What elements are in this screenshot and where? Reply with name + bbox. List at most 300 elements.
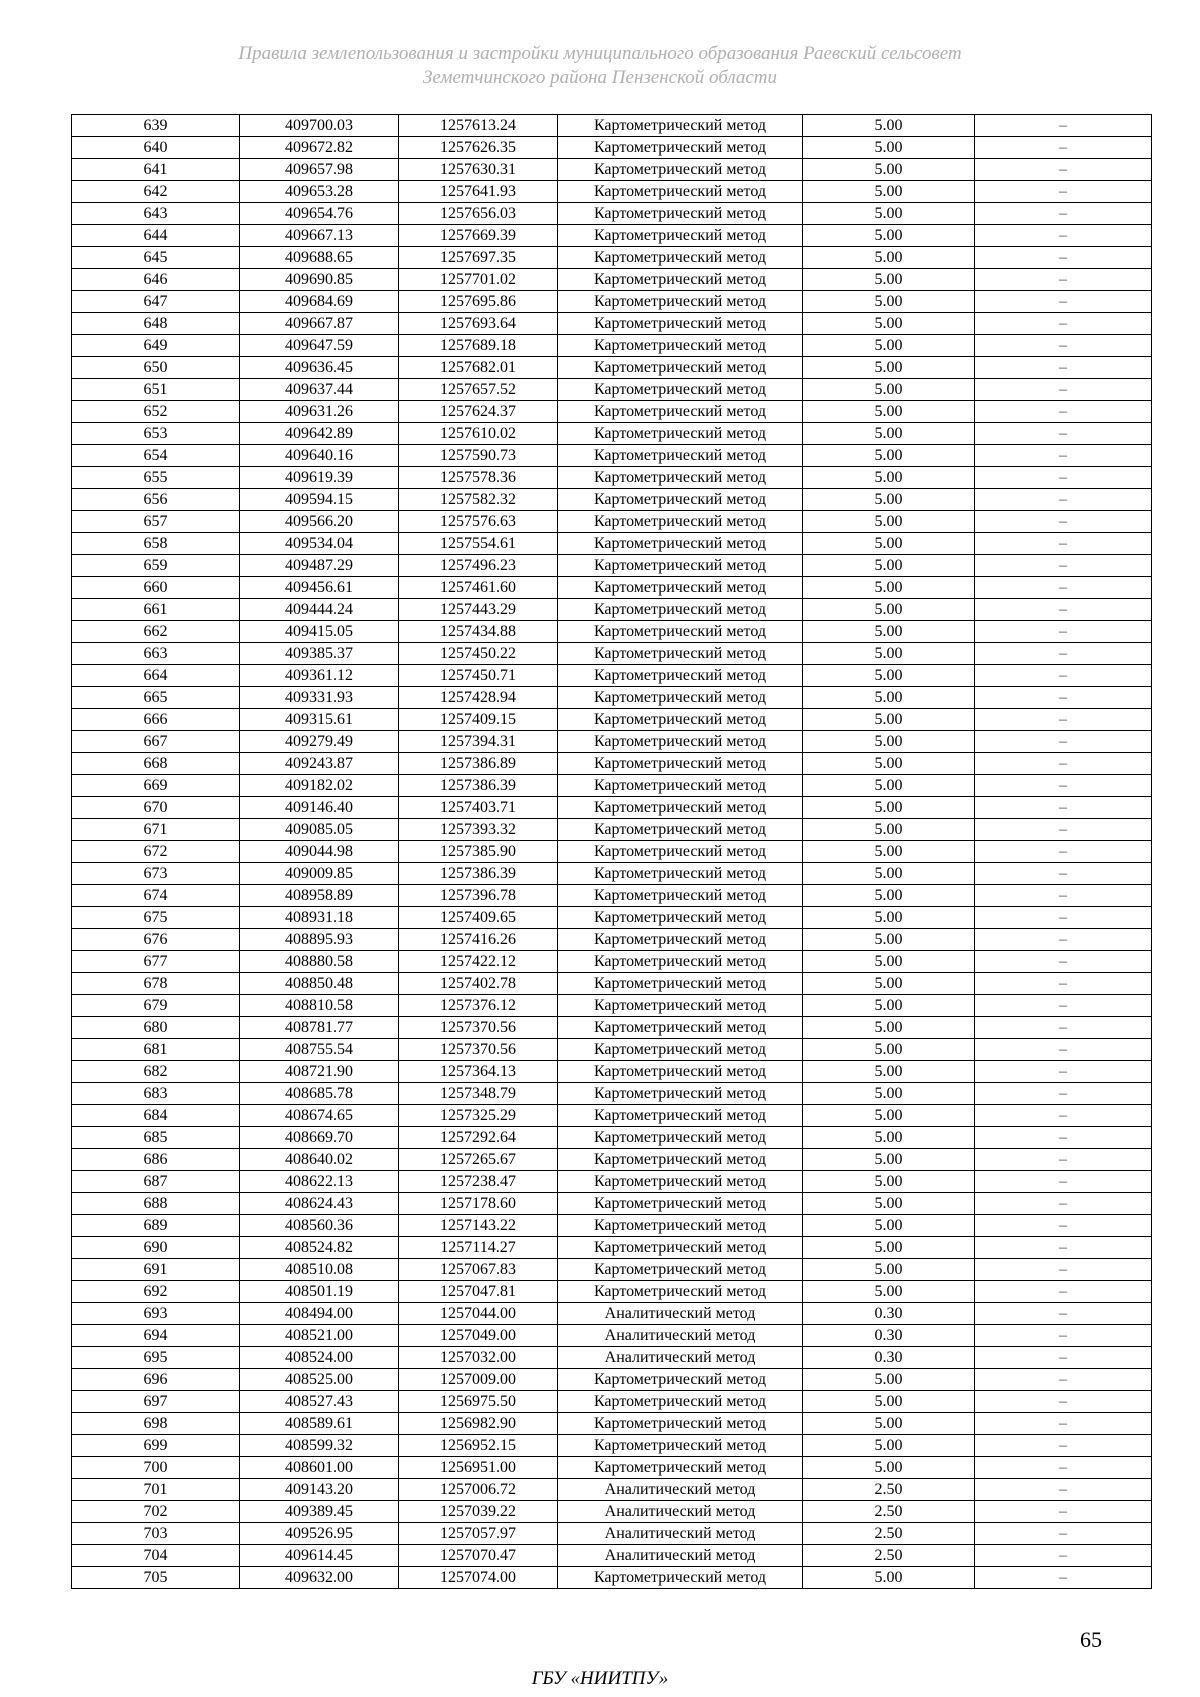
point-number-cell: 676 [72,929,240,951]
accuracy-cell: 5.00 [803,841,975,863]
accuracy-cell: 5.00 [803,1149,975,1171]
table-row [72,1083,1152,1105]
method-cell: Картометрический метод [558,1061,803,1083]
table-row [72,753,1152,775]
method-cell: Картометрический метод [558,137,803,159]
accuracy-cell: 5.00 [803,313,975,335]
table-row [72,1105,1152,1127]
point-number-cell: 670 [72,797,240,819]
method-cell: Картометрический метод [558,115,803,137]
point-number-cell: 700 [72,1457,240,1479]
y-coordinate-cell: 1257626.35 [399,137,558,159]
note-cell: – [975,313,1152,335]
point-number-cell: 680 [72,1017,240,1039]
method-cell: Картометрический метод [558,1017,803,1039]
note-cell: – [975,225,1152,247]
method-cell: Картометрический метод [558,753,803,775]
method-cell: Картометрический метод [558,643,803,665]
x-coordinate-cell: 408674.65 [240,1105,399,1127]
table-row [72,995,1152,1017]
y-coordinate-cell: 1257006.72 [399,1479,558,1501]
table-row [72,1347,1152,1369]
table-row [72,291,1152,313]
x-coordinate-cell: 409672.82 [240,137,399,159]
point-number-cell: 651 [72,379,240,401]
method-cell: Картометрический метод [558,577,803,599]
note-cell: – [975,1259,1152,1281]
point-number-cell: 678 [72,973,240,995]
method-cell: Картометрический метод [558,203,803,225]
y-coordinate-cell: 1257682.01 [399,357,558,379]
accuracy-cell: 5.00 [803,1237,975,1259]
x-coordinate-cell: 409415.05 [240,621,399,643]
table-row [72,203,1152,225]
x-coordinate-cell: 408755.54 [240,1039,399,1061]
y-coordinate-cell: 1257394.31 [399,731,558,753]
table-row [72,1545,1152,1567]
table-row [72,1413,1152,1435]
header-line-2: Земетчинского района Пензенской области [422,67,778,88]
x-coordinate-cell: 409146.40 [240,797,399,819]
note-cell: – [975,1237,1152,1259]
y-coordinate-cell: 1256975.50 [399,1391,558,1413]
accuracy-cell: 5.00 [803,995,975,1017]
table-row [72,1567,1152,1589]
x-coordinate-cell: 409044.98 [240,841,399,863]
method-cell: Картометрический метод [558,687,803,709]
note-cell: – [975,775,1152,797]
table-row [72,181,1152,203]
method-cell: Картометрический метод [558,489,803,511]
method-cell: Картометрический метод [558,709,803,731]
note-cell: – [975,335,1152,357]
accuracy-cell: 5.00 [803,1215,975,1237]
table-row [72,797,1152,819]
method-cell: Картометрический метод [558,225,803,247]
method-cell: Картометрический метод [558,1149,803,1171]
point-number-cell: 702 [72,1501,240,1523]
note-cell: – [975,247,1152,269]
note-cell: – [975,885,1152,907]
note-cell: – [975,1017,1152,1039]
method-cell: Картометрический метод [558,599,803,621]
note-cell: – [975,181,1152,203]
x-coordinate-cell: 409487.29 [240,555,399,577]
accuracy-cell: 5.00 [803,269,975,291]
x-coordinate-cell: 409657.98 [240,159,399,181]
table-row [72,731,1152,753]
point-number-cell: 639 [72,115,240,137]
accuracy-cell: 5.00 [803,1105,975,1127]
point-number-cell: 696 [72,1369,240,1391]
x-coordinate-cell: 409085.05 [240,819,399,841]
method-cell: Картометрический метод [558,797,803,819]
y-coordinate-cell: 1257396.78 [399,885,558,907]
x-coordinate-cell: 408721.90 [240,1061,399,1083]
x-coordinate-cell: 408601.00 [240,1457,399,1479]
method-cell: Картометрический метод [558,1259,803,1281]
table-row [72,1039,1152,1061]
note-cell: – [975,467,1152,489]
accuracy-cell: 5.00 [803,1413,975,1435]
table-row [72,357,1152,379]
x-coordinate-cell: 408685.78 [240,1083,399,1105]
y-coordinate-cell: 1257067.83 [399,1259,558,1281]
table-row [72,621,1152,643]
y-coordinate-cell: 1257364.13 [399,1061,558,1083]
method-cell: Картометрический метод [558,269,803,291]
note-cell: – [975,115,1152,137]
table-row [72,1237,1152,1259]
accuracy-cell: 2.50 [803,1523,975,1545]
method-cell: Аналитический метод [558,1325,803,1347]
method-cell: Картометрический метод [558,775,803,797]
accuracy-cell: 5.00 [803,951,975,973]
note-cell: – [975,753,1152,775]
table-row [72,1215,1152,1237]
point-number-cell: 705 [72,1567,240,1589]
point-number-cell: 666 [72,709,240,731]
page-number: 65 [1080,1627,1102,1652]
accuracy-cell: 0.30 [803,1325,975,1347]
note-cell: – [975,995,1152,1017]
y-coordinate-cell: 1257422.12 [399,951,558,973]
table-row [72,819,1152,841]
accuracy-cell: 0.30 [803,1303,975,1325]
note-cell: – [975,1039,1152,1061]
method-cell: Картометрический метод [558,445,803,467]
x-coordinate-cell: 409361.12 [240,665,399,687]
accuracy-cell: 5.00 [803,1281,975,1303]
y-coordinate-cell: 1257039.22 [399,1501,558,1523]
point-number-cell: 698 [72,1413,240,1435]
table-row [72,1325,1152,1347]
accuracy-cell: 5.00 [803,401,975,423]
note-cell: – [975,489,1152,511]
accuracy-cell: 5.00 [803,1127,975,1149]
accuracy-cell: 5.00 [803,423,975,445]
x-coordinate-cell: 409654.76 [240,203,399,225]
x-coordinate-cell: 409667.87 [240,313,399,335]
coordinates-table-body [72,115,1152,1589]
x-coordinate-cell: 409688.65 [240,247,399,269]
table-row [72,1281,1152,1303]
accuracy-cell: 5.00 [803,1171,975,1193]
y-coordinate-cell: 1257582.32 [399,489,558,511]
table-row [72,775,1152,797]
point-number-cell: 703 [72,1523,240,1545]
accuracy-cell: 5.00 [803,225,975,247]
point-number-cell: 675 [72,907,240,929]
note-cell: – [975,1105,1152,1127]
table-row [72,577,1152,599]
note-cell: – [975,1083,1152,1105]
table-row [72,225,1152,247]
method-cell: Картометрический метод [558,819,803,841]
accuracy-cell: 5.00 [803,445,975,467]
table-row [72,1369,1152,1391]
y-coordinate-cell: 1257292.64 [399,1127,558,1149]
point-number-cell: 657 [72,511,240,533]
note-cell: – [975,1061,1152,1083]
accuracy-cell: 5.00 [803,247,975,269]
y-coordinate-cell: 1257348.79 [399,1083,558,1105]
method-cell: Картометрический метод [558,665,803,687]
note-cell: – [975,401,1152,423]
table-row [72,313,1152,335]
accuracy-cell: 5.00 [803,181,975,203]
table-row [72,445,1152,467]
x-coordinate-cell: 408527.43 [240,1391,399,1413]
header-line-1: Правила землепользования и застройки муниципального образования Раевский сельсовет [238,43,962,64]
x-coordinate-cell: 409667.13 [240,225,399,247]
note-cell: – [975,907,1152,929]
x-coordinate-cell: 409331.93 [240,687,399,709]
method-cell: Картометрический метод [558,951,803,973]
method-cell: Картометрический метод [558,555,803,577]
table-row [72,115,1152,137]
note-cell: – [975,291,1152,313]
method-cell: Картометрический метод [558,291,803,313]
x-coordinate-cell: 408521.00 [240,1325,399,1347]
table-row [72,1127,1152,1149]
accuracy-cell: 2.50 [803,1545,975,1567]
x-coordinate-cell: 409642.89 [240,423,399,445]
y-coordinate-cell: 1257325.29 [399,1105,558,1127]
point-number-cell: 641 [72,159,240,181]
accuracy-cell: 5.00 [803,335,975,357]
table-row [72,1501,1152,1523]
point-number-cell: 687 [72,1171,240,1193]
table-row [72,137,1152,159]
note-cell: – [975,1127,1152,1149]
y-coordinate-cell: 1257630.31 [399,159,558,181]
method-cell: Картометрический метод [558,731,803,753]
x-coordinate-cell: 408524.82 [240,1237,399,1259]
y-coordinate-cell: 1257044.00 [399,1303,558,1325]
x-coordinate-cell: 409619.39 [240,467,399,489]
y-coordinate-cell: 1257657.52 [399,379,558,401]
table-row [72,1193,1152,1215]
point-number-cell: 653 [72,423,240,445]
point-number-cell: 671 [72,819,240,841]
note-cell: – [975,1545,1152,1567]
accuracy-cell: 5.00 [803,1193,975,1215]
accuracy-cell: 5.00 [803,1083,975,1105]
note-cell: – [975,1347,1152,1369]
point-number-cell: 659 [72,555,240,577]
y-coordinate-cell: 1257032.00 [399,1347,558,1369]
x-coordinate-cell: 408880.58 [240,951,399,973]
method-cell: Аналитический метод [558,1479,803,1501]
method-cell: Картометрический метод [558,247,803,269]
y-coordinate-cell: 1257697.35 [399,247,558,269]
y-coordinate-cell: 1257590.73 [399,445,558,467]
table-row [72,599,1152,621]
method-cell: Картометрический метод [558,313,803,335]
note-cell: – [975,1413,1152,1435]
y-coordinate-cell: 1257641.93 [399,181,558,203]
y-coordinate-cell: 1257409.65 [399,907,558,929]
method-cell: Аналитический метод [558,1347,803,1369]
accuracy-cell: 5.00 [803,885,975,907]
accuracy-cell: 5.00 [803,489,975,511]
accuracy-cell: 5.00 [803,1039,975,1061]
accuracy-cell: 5.00 [803,687,975,709]
note-cell: – [975,379,1152,401]
table-row [72,159,1152,181]
point-number-cell: 654 [72,445,240,467]
note-cell: – [975,511,1152,533]
x-coordinate-cell: 409653.28 [240,181,399,203]
x-coordinate-cell: 408931.18 [240,907,399,929]
y-coordinate-cell: 1257070.47 [399,1545,558,1567]
table-row [72,555,1152,577]
point-number-cell: 662 [72,621,240,643]
accuracy-cell: 5.00 [803,577,975,599]
accuracy-cell: 5.00 [803,115,975,137]
note-cell: – [975,357,1152,379]
method-cell: Картометрический метод [558,1281,803,1303]
x-coordinate-cell: 409700.03 [240,115,399,137]
y-coordinate-cell: 1257403.71 [399,797,558,819]
point-number-cell: 674 [72,885,240,907]
x-coordinate-cell: 408501.19 [240,1281,399,1303]
method-cell: Картометрический метод [558,907,803,929]
point-number-cell: 648 [72,313,240,335]
note-cell: – [975,445,1152,467]
table-row [72,489,1152,511]
point-number-cell: 686 [72,1149,240,1171]
note-cell: – [975,929,1152,951]
point-number-cell: 656 [72,489,240,511]
point-number-cell: 668 [72,753,240,775]
method-cell: Аналитический метод [558,1303,803,1325]
y-coordinate-cell: 1257450.22 [399,643,558,665]
point-number-cell: 658 [72,533,240,555]
note-cell: – [975,1303,1152,1325]
table-row [72,863,1152,885]
accuracy-cell: 5.00 [803,1435,975,1457]
x-coordinate-cell: 409389.45 [240,1501,399,1523]
point-number-cell: 643 [72,203,240,225]
table-row [72,423,1152,445]
note-cell: – [975,621,1152,643]
table-row [72,379,1152,401]
note-cell: – [975,1325,1152,1347]
y-coordinate-cell: 1257114.27 [399,1237,558,1259]
x-coordinate-cell: 408850.48 [240,973,399,995]
point-number-cell: 665 [72,687,240,709]
y-coordinate-cell: 1257613.24 [399,115,558,137]
note-cell: – [975,1369,1152,1391]
y-coordinate-cell: 1257386.39 [399,775,558,797]
point-number-cell: 695 [72,1347,240,1369]
y-coordinate-cell: 1257238.47 [399,1171,558,1193]
y-coordinate-cell: 1257178.60 [399,1193,558,1215]
point-number-cell: 694 [72,1325,240,1347]
method-cell: Картометрический метод [558,181,803,203]
table-row [72,973,1152,995]
note-cell: – [975,1149,1152,1171]
method-cell: Картометрический метод [558,885,803,907]
method-cell: Картометрический метод [558,1413,803,1435]
y-coordinate-cell: 1257047.81 [399,1281,558,1303]
table-row [72,269,1152,291]
method-cell: Картометрический метод [558,1083,803,1105]
method-cell: Картометрический метод [558,1369,803,1391]
table-row [72,907,1152,929]
point-number-cell: 701 [72,1479,240,1501]
point-number-cell: 685 [72,1127,240,1149]
y-coordinate-cell: 1257402.78 [399,973,558,995]
accuracy-cell: 5.00 [803,1567,975,1589]
y-coordinate-cell: 1256951.00 [399,1457,558,1479]
x-coordinate-cell: 409009.85 [240,863,399,885]
point-number-cell: 689 [72,1215,240,1237]
point-number-cell: 667 [72,731,240,753]
y-coordinate-cell: 1257074.00 [399,1567,558,1589]
note-cell: – [975,819,1152,841]
note-cell: – [975,1281,1152,1303]
method-cell: Картометрический метод [558,1039,803,1061]
note-cell: – [975,555,1152,577]
point-number-cell: 688 [72,1193,240,1215]
accuracy-cell: 5.00 [803,203,975,225]
table-row [72,687,1152,709]
y-coordinate-cell: 1257370.56 [399,1039,558,1061]
point-number-cell: 644 [72,225,240,247]
table-row [72,1457,1152,1479]
x-coordinate-cell: 409631.26 [240,401,399,423]
method-cell: Картометрический метод [558,511,803,533]
point-number-cell: 693 [72,1303,240,1325]
accuracy-cell: 5.00 [803,709,975,731]
y-coordinate-cell: 1257689.18 [399,335,558,357]
accuracy-cell: 5.00 [803,511,975,533]
point-number-cell: 661 [72,599,240,621]
y-coordinate-cell: 1257695.86 [399,291,558,313]
y-coordinate-cell: 1257385.90 [399,841,558,863]
accuracy-cell: 5.00 [803,533,975,555]
x-coordinate-cell: 409243.87 [240,753,399,775]
x-coordinate-cell: 409614.45 [240,1545,399,1567]
x-coordinate-cell: 408958.89 [240,885,399,907]
x-coordinate-cell: 409385.37 [240,643,399,665]
note-cell: – [975,1215,1152,1237]
y-coordinate-cell: 1257143.22 [399,1215,558,1237]
x-coordinate-cell: 408622.13 [240,1171,399,1193]
point-number-cell: 699 [72,1435,240,1457]
note-cell: – [975,269,1152,291]
x-coordinate-cell: 408640.02 [240,1149,399,1171]
y-coordinate-cell: 1257701.02 [399,269,558,291]
point-number-cell: 692 [72,1281,240,1303]
table-row [72,1149,1152,1171]
point-number-cell: 650 [72,357,240,379]
accuracy-cell: 5.00 [803,291,975,313]
note-cell: – [975,137,1152,159]
table-row [72,1303,1152,1325]
point-number-cell: 655 [72,467,240,489]
x-coordinate-cell: 408669.70 [240,1127,399,1149]
note-cell: – [975,1457,1152,1479]
note-cell: – [975,533,1152,555]
y-coordinate-cell: 1257578.36 [399,467,558,489]
note-cell: – [975,709,1152,731]
point-number-cell: 677 [72,951,240,973]
y-coordinate-cell: 1257576.63 [399,511,558,533]
